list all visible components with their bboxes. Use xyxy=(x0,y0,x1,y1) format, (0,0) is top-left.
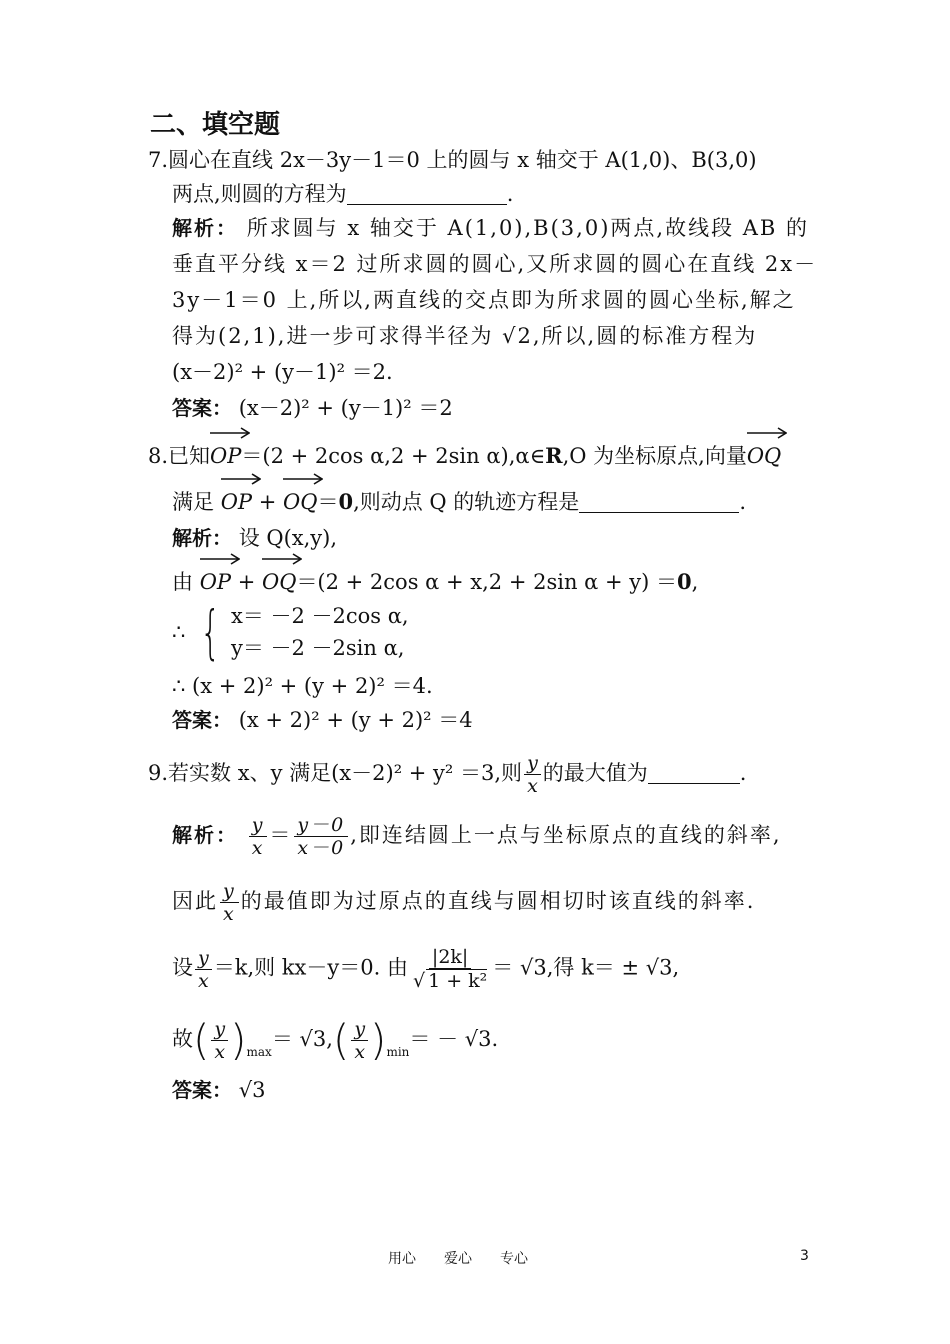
q8-comma: , xyxy=(691,570,699,594)
q8-period: . xyxy=(739,490,746,514)
system-eq-y: y＝ －2 －2sin α, xyxy=(230,636,405,660)
vector-op-label: OP xyxy=(199,570,232,594)
vector-arrow-icon xyxy=(200,553,240,565)
left-brace-icon: { xyxy=(200,598,221,666)
frac-den: x xyxy=(214,1041,226,1063)
vector-arrow-icon xyxy=(221,473,261,485)
q7-text1: 圆心在直线 2x－3y－1＝0 上的圆与 x 轴交于 A(1,0)、B(3,0) xyxy=(168,148,757,172)
frac-den: x xyxy=(251,837,265,859)
vector-op-label: OP xyxy=(210,444,242,468)
page-number: 3 xyxy=(800,1248,809,1264)
subscript-max: max xyxy=(246,1045,272,1059)
q8-answer-line xyxy=(172,706,473,734)
q8-system xyxy=(172,600,409,664)
right-paren-icon: ) xyxy=(370,1015,387,1065)
frac-num: y xyxy=(220,880,239,903)
q9-a3-post: ＝ √3,得 k＝ ± √3, xyxy=(492,955,680,980)
frac-den: x xyxy=(354,1041,366,1063)
fraction-distance xyxy=(410,946,490,992)
vector-oq-label: OQ xyxy=(283,490,318,514)
frac-num: y xyxy=(524,752,541,775)
q8-mid: ,O 为坐标原点,向量 xyxy=(562,444,747,468)
q8-line2-post: ,则动点 Q 的轨迹方程是 xyxy=(353,490,580,514)
equation-system xyxy=(192,600,409,664)
vector-op xyxy=(200,568,231,596)
left-paren-icon: ( xyxy=(193,1015,210,1065)
right-paren-icon: ) xyxy=(230,1015,247,1065)
plus-sign: + xyxy=(231,570,262,594)
q8-answer-label: 答案： xyxy=(172,708,232,732)
q9-analysis-line3 xyxy=(172,946,679,992)
fraction-y-over-x xyxy=(195,947,212,992)
q7-analysis-line1 xyxy=(172,214,809,242)
frac-num: |2k| xyxy=(429,946,471,969)
q9-analysis-label: 解析： xyxy=(172,823,238,847)
frac-den-sqrt: √ 1 + k² xyxy=(412,970,488,992)
q8-analysis-line1 xyxy=(172,524,337,552)
frac-num: y xyxy=(195,947,212,970)
q7-analysis-line5: (x－2)² + (y－1)² ＝2. xyxy=(172,360,393,384)
vector-oq xyxy=(747,442,781,470)
zero-vector: 0 xyxy=(677,569,692,594)
q9-answer-label: 答案： xyxy=(172,1078,232,1102)
q9-line1 xyxy=(148,752,746,797)
q9-number: 9. xyxy=(148,761,169,785)
fraction-y-over-x xyxy=(351,1018,368,1063)
system-eq-x: x＝ －2 －2cos α, xyxy=(230,604,409,628)
q8-answer-blank[interactable] xyxy=(579,490,739,513)
q8-number: 8. xyxy=(148,444,169,468)
therefore-symbol: ∴ xyxy=(172,620,186,644)
q9-answer: √3 xyxy=(238,1078,266,1102)
left-paren-icon: ( xyxy=(332,1015,350,1065)
q8-you: 由 xyxy=(172,570,193,594)
q7-number: 7. xyxy=(148,148,169,172)
q9-a3-mid: ＝k,则 kx－y＝0. 由 xyxy=(213,955,408,980)
sqrt-radicand: 1 + k² xyxy=(428,970,488,992)
q9-period: . xyxy=(739,761,747,785)
fraction-y-over-x xyxy=(211,1018,228,1063)
zero-vector: 0 xyxy=(338,489,354,514)
page-footer-slogan: 用心 爱心 专心 xyxy=(388,1251,528,1267)
q8-line2 xyxy=(172,488,746,516)
q7-analysis-line3: 3y－1＝0 上,所以,两直线的交点即为所求圆的圆心坐标,解之 xyxy=(172,288,796,312)
q7-period: . xyxy=(506,182,514,206)
q9-analysis-line1: 解析： $\frac{y}{x}$ ＝ $\frac{y-0}{x-0}$ ,即连结圆上一点与坐标原点的直线的斜率, xyxy=(172,814,782,859)
fraction-y-over-x xyxy=(220,880,239,925)
frac-num: y xyxy=(351,1018,368,1041)
q8-pre: 已知 xyxy=(168,444,211,468)
q8-eq1: ＝(2 + 2cos α,2 + 2sin α),α∈ xyxy=(241,444,546,468)
q9-analysis-line2 xyxy=(172,880,755,925)
q7-line2 xyxy=(172,180,513,208)
vector-oq xyxy=(262,568,296,596)
q9-post: 的最大值为 xyxy=(542,761,648,785)
equals-sign: ＝ xyxy=(317,490,339,514)
vector-op xyxy=(221,488,252,516)
q8-result: ∴ (x + 2)² + (y + 2)² ＝4. xyxy=(172,674,433,698)
q7-text2: 两点,则圆的方程为 xyxy=(172,182,347,206)
fraction-y-over-x xyxy=(249,814,268,859)
q9-analysis-line4 xyxy=(172,1015,499,1066)
q8-answer: (x + 2)² + (y + 2)² ＝4 xyxy=(238,708,473,732)
q8-analysis-line2 xyxy=(172,568,698,596)
q9-pre: 若实数 x、y 满足(x－2)² + y² ＝3,则 xyxy=(168,761,523,785)
q9-a4-mid: ＝ √3, xyxy=(271,1027,333,1051)
fraction-slope xyxy=(294,814,348,859)
frac-den: x xyxy=(198,969,209,992)
q7-answer-label: 答案： xyxy=(172,396,232,420)
vector-oq xyxy=(283,488,317,516)
frac-num: y xyxy=(249,814,268,837)
q8-real-set: R xyxy=(545,443,563,468)
q7-analysis-line4: 得为(2,1),进一步可求得半径为 √2,所以,圆的标准方程为 xyxy=(172,324,758,348)
vector-op-label: OP xyxy=(220,490,253,514)
q9-a4-pre: 故 xyxy=(172,1027,193,1051)
q8-line1 xyxy=(148,442,781,470)
q8-analysis-text-1: 设 Q(x,y), xyxy=(238,526,338,550)
vector-op xyxy=(210,442,241,470)
q8-line-you-post: ＝(2 + 2cos α + x,2 + 2sin α + y) ＝ xyxy=(296,570,678,594)
q7-analysis-text-1: 所求圆与 x 轴交于 A(1,0),B(3,0)两点,故线段 AB 的 xyxy=(246,216,810,240)
vector-oq-label: OQ xyxy=(262,570,297,594)
q7-analysis-line2: 垂直平分线 x＝2 过所求圆的圆心,又所求圆的圆心在直线 2x－ xyxy=(172,252,818,276)
fraction-y-over-x xyxy=(524,752,541,797)
vector-oq-label: OQ xyxy=(746,444,782,468)
frac-num: y xyxy=(211,1018,228,1041)
frac-den: x xyxy=(223,903,236,925)
vector-arrow-icon xyxy=(210,427,250,439)
q9-a2-post: 的最值即为过原点的直线与圆相切时该直线的斜率. xyxy=(240,889,756,913)
q7-analysis-label: 解析： xyxy=(172,216,238,240)
q9-a4-post: ＝ － √3. xyxy=(409,1027,499,1051)
q9-answer-blank[interactable] xyxy=(648,761,740,784)
frac-den: x xyxy=(527,775,538,797)
q9-answer-line xyxy=(172,1076,265,1104)
vector-arrow-icon xyxy=(283,473,323,485)
vector-arrow-icon xyxy=(262,553,302,565)
q7-line1 xyxy=(148,146,757,174)
q9-analysis-text-1: ,即连结圆上一点与坐标原点的直线的斜率, xyxy=(350,823,782,847)
q8-line2-pre: 满足 xyxy=(172,490,214,514)
vector-arrow-icon xyxy=(747,427,787,439)
subscript-min: min xyxy=(386,1045,410,1059)
q7-answer: (x－2)² + (y－1)² ＝2 xyxy=(238,396,453,420)
section-title: 二、填空题 xyxy=(150,110,281,140)
q7-answer-blank[interactable] xyxy=(347,182,507,205)
q9-a2-pre: 因此 xyxy=(172,889,218,913)
q9-a3-pre: 设 xyxy=(172,955,193,980)
frac-num: y－0 xyxy=(294,814,348,837)
q8-analysis-label: 解析： xyxy=(172,526,232,550)
frac-den: x－0 xyxy=(297,837,346,859)
q7-answer-line xyxy=(172,394,453,422)
plus-sign: + xyxy=(252,490,283,514)
